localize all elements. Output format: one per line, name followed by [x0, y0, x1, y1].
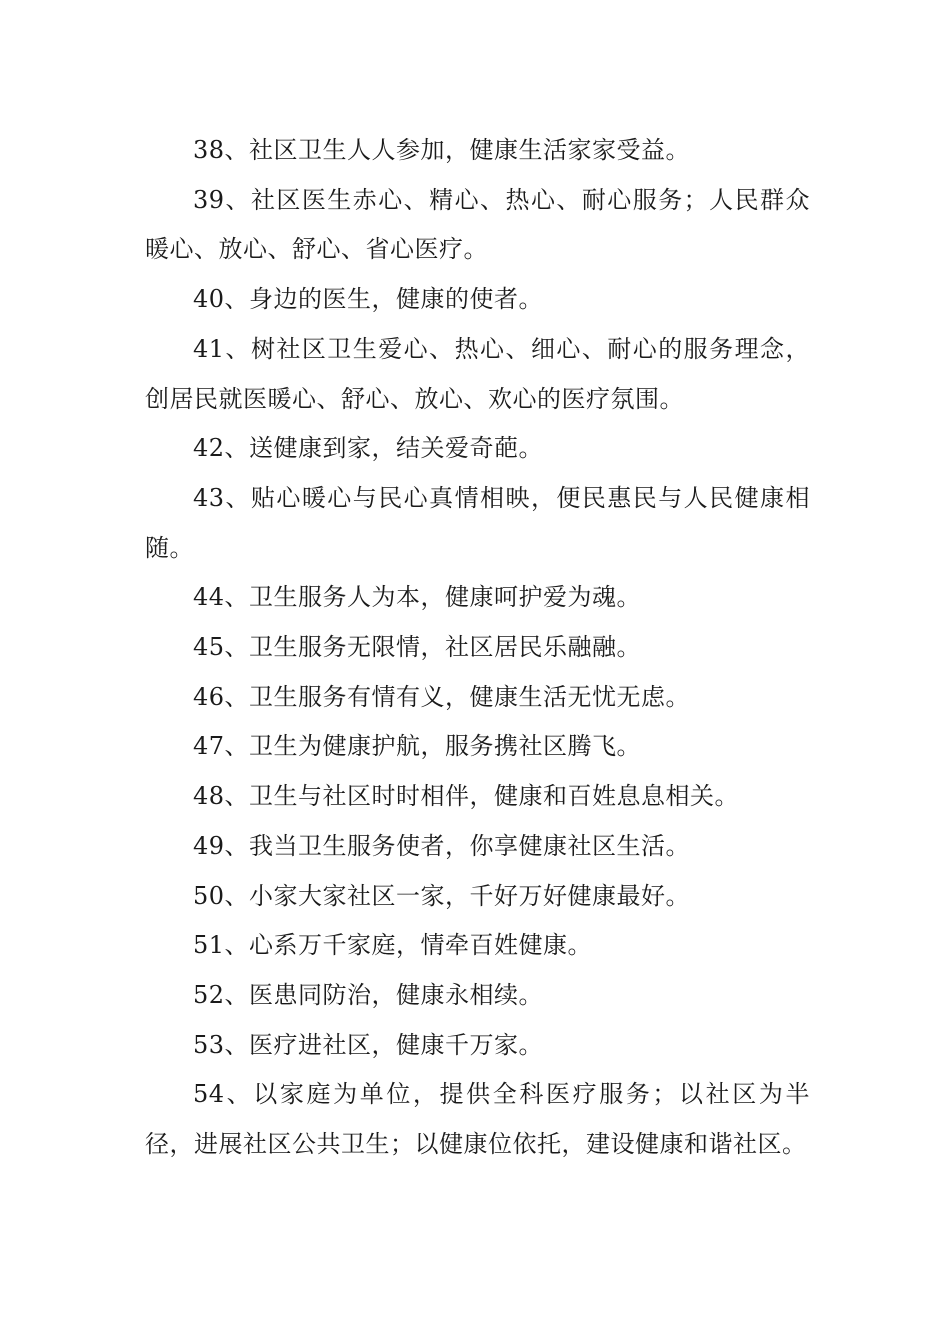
slogan-paragraph: 53、医疗进社区，健康千万家。	[193, 1030, 544, 1059]
slogan-paragraph: 38、社区卫生人人参加，健康生活家家受益。	[193, 136, 691, 164]
slogan-paragraph: 44、卫生服务人为本，健康呵护爱为魂。	[193, 583, 642, 612]
slogan-paragraph: 52、医患同防治，健康永相续。	[193, 980, 544, 1009]
slogan-paragraph: 49、我当卫生服务使者，你享健康社区生活。	[193, 831, 691, 860]
slogan-paragraph: 48、卫生与社区时时相伴，健康和百姓息息相关。	[193, 782, 740, 811]
slogan-paragraph: 40、身边的医生，健康的使者。	[193, 285, 544, 314]
slogan-paragraph: 54、以家庭为单位，提供全科医疗服务；以社区为半径，进展社区公共卫生；以健康位依托，建设健康和谐社区。	[145, 1080, 810, 1159]
document-page	[145, 126, 810, 1170]
slogan-paragraph: 45、卫生服务无限情，社区居民乐融融。	[193, 633, 642, 662]
slogan-paragraph: 50、小家大家社区一家，千好万好健康最好。	[193, 881, 691, 910]
slogan-paragraph: 46、卫生服务有情有义，健康生活无忧无虑。	[193, 682, 691, 711]
slogan-paragraph: 41、树社区卫生爱心、热心、细心、耐心的服务理念，创居民就医暖心、舒心、放心、欢心的医疗氛围。	[145, 334, 810, 413]
slogan-paragraph: 42、送健康到家，结关爱奇葩。	[193, 434, 544, 463]
slogan-paragraph: 51、心系万千家庭，情牵百姓健康。	[193, 931, 593, 960]
slogan-paragraph: 39、社区医生赤心、精心、热心、耐心服务；人民群众暖心、放心、舒心、省心医疗。	[145, 185, 810, 264]
slogan-paragraph: 47、卫生为健康护航，服务携社区腾飞。	[193, 732, 642, 761]
slogan-paragraph: 43、贴心暖心与民心真情相映，便民惠民与人民健康相随。	[145, 483, 810, 562]
